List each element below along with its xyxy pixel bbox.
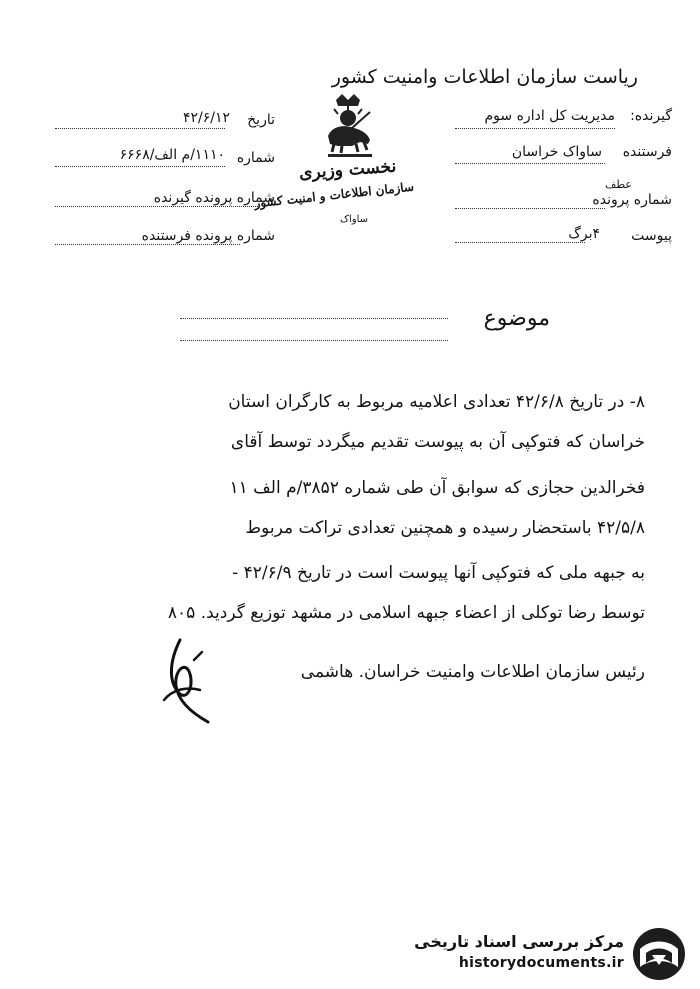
number-label: شماره [236,150,275,166]
document-header-title: ریاست سازمان اطلاعات وامنیت کشور [331,66,638,88]
number-value: ۱۱۱۰/م الف/۶۶۶۸ [119,147,225,163]
body-line-5: به جبهه ملی که فتوکپی آنها پیوست است در تاریخ ۴۲/۶/۹ - [232,563,645,583]
sender-label: فرستنده [622,144,672,160]
file-number-note: عطف [605,178,632,191]
date-dotted-line [55,128,225,129]
subject-dotted-line-2 [180,340,448,341]
handwritten-signature [150,630,230,730]
attachment-dotted-line [455,242,585,243]
seal-line-1: نخست وزیری [298,156,397,184]
subject-label: موضوع [483,306,550,331]
recipient-dotted-line [455,128,615,129]
recipient-label: گیرنده: [630,108,672,124]
recipient-file-label: شماره پرونده گیرنده [153,190,275,206]
body-line-3: فخرالدین حجازی که سوابق آن طی شماره ۳۸۵۲/م الف ۱۱ [229,478,645,498]
body-line-2: خراسان که فتوکپی آن به پیوست تقدیم میگردد توسط آقای [230,432,645,452]
file-number-dotted-line [455,208,605,209]
recipient-file-dotted-line [55,206,260,207]
footer-url: historydocuments.ir [458,955,624,971]
seal-line-2: سازمان اطلاعات و امنیت کشور [253,179,415,211]
history-documents-logo-icon [630,925,688,983]
subject-dotted-line-1 [180,318,448,319]
body-line-6: توسط رضا توکلی از اعضاء جبهه اسلامی در مشهد توزیع گردید. ۸۰۵ [167,603,645,623]
recipient-value: مدیریت کل اداره سوم [484,108,615,124]
sender-file-dotted-line [55,244,240,245]
file-number-label: شماره پرونده [592,192,672,208]
sender-value: ساواک خراسان [511,144,602,160]
footer-org-name: مرکز بررسی اسناد تاریخی [414,932,624,951]
body-line-4: ۴۲/۵/۸ باستحضار رسیده و همچنین تعدادی تراکت مربوط [245,518,645,538]
date-value: ۴۲/۶/۱۲ [182,110,230,126]
date-label: تاریخ [247,112,275,128]
signature-line: رئیس سازمان اطلاعات وامنیت خراسان. هاشمی [300,662,645,682]
sender-file-label: شماره پرونده فرستنده [141,228,275,244]
body-line-1: ۸- در تاریخ ۴۲/۶/۸ تعدادی اعلامیه مربوط به کارگران استان [228,392,645,412]
attachment-label: پیوست [631,228,672,244]
number-dotted-line [55,166,225,167]
attachment-value: ۴برگ [568,226,600,242]
seal-line-3: ساواک [340,214,368,225]
sender-dotted-line [455,163,605,164]
